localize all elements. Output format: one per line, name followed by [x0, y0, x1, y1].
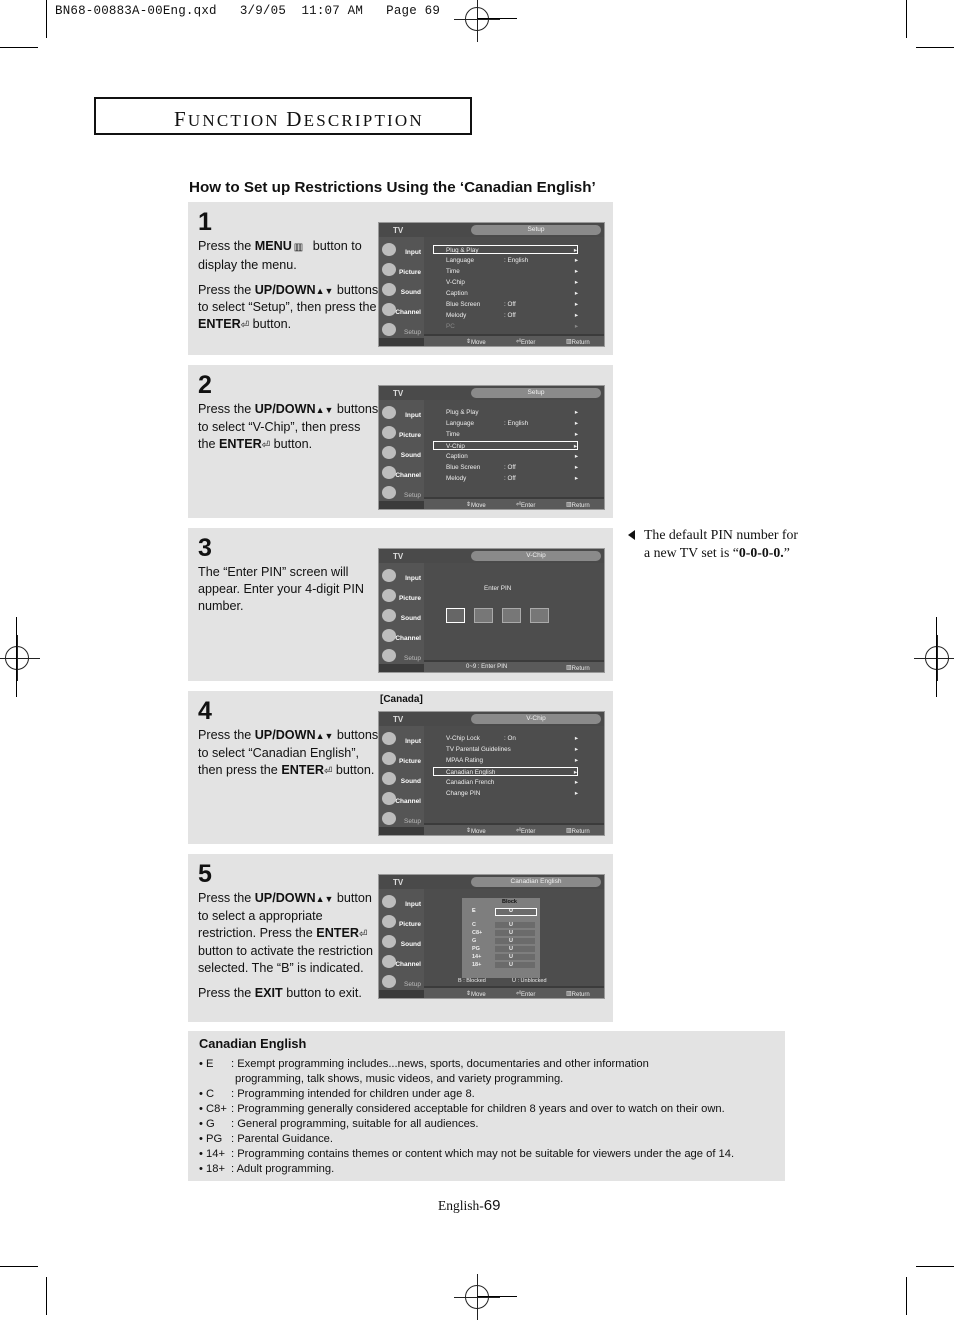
- picture-icon: [382, 263, 396, 276]
- crop-mark: [0, 47, 38, 48]
- pin-digit-box: [446, 608, 465, 623]
- picture-icon: [382, 589, 396, 602]
- step-3-panel: [188, 528, 613, 681]
- step-number: 3: [198, 534, 212, 562]
- input-icon: [382, 406, 396, 419]
- definitions-title: Canadian English: [199, 1036, 307, 1051]
- up-down-arrows-icon: ▲▼: [315, 731, 334, 741]
- step-5-text: Press the UP/DOWN▲▼ button to select a appropriate restriction. Press the ENTER⏎ button to activate the restriction selected. The “B” is indicated. Press the EXIT button to exit.: [198, 891, 374, 1000]
- setup-icon: [382, 486, 396, 499]
- tv-menu-screen-vchip-select: TV Setup Input Picture Sound Channel Setup Plug & Play ▸ Language : English ▸ Time ▸ V-Chip ▸ Caption ▸ Blue Screen : Off ▸ Melody : Off ▸ ⇕ Move ⏎ Enter ▥ Return: [378, 385, 605, 510]
- crop-mark: [46, 0, 47, 38]
- step-5-panel: [188, 854, 613, 1022]
- pin-digit-box: [502, 608, 521, 623]
- picture-icon: [382, 915, 396, 928]
- enter-icon: ⏎: [324, 765, 333, 777]
- crop-mark: [906, 0, 907, 38]
- input-icon: [382, 569, 396, 582]
- step-number: 4: [198, 697, 212, 725]
- registration-mark-icon: [465, 1285, 489, 1309]
- crop-mark: [46, 1277, 47, 1315]
- step-number: 2: [198, 371, 212, 399]
- print-header: BN68-00883A-00Eng.qxd 3/9/05 11:07 AM Page 69: [55, 4, 441, 18]
- tv-enter-pin-screen: TV V-Chip Input Picture Sound Channel Setup Enter PIN 0~9 : Enter PIN ▥ Return: [378, 548, 605, 673]
- channel-icon: [382, 792, 396, 805]
- crop-mark: [16, 617, 17, 697]
- enter-icon: ⏎: [240, 320, 250, 332]
- pin-digit-box: [474, 608, 493, 623]
- channel-icon: [382, 466, 396, 479]
- canadian-english-definitions: Canadian English • E : Exempt programming includes...news, sports, documentaries and other information programming, talk shows, music videos, and variety programming. • C : Programming intended for children under age 8. • C8+ : Programming generally considered acceptable for children 8 years and over to watch on their own. • G : General programming, suitable for all audiences. • PG : Parental Guidance. • 14+ : Programming contains themes or content which may not be suitable for viewers under the age of 14. • 18+ : Adult programming.: [188, 1031, 785, 1181]
- section-title-box: [94, 97, 472, 135]
- rating-block-table: Block E U C U C8+ U G U PG U 14+ U 18+ U: [462, 898, 540, 978]
- canada-label: [Canada]: [380, 694, 423, 705]
- page-number: 69: [483, 1197, 501, 1214]
- crop-mark: [477, 1296, 517, 1297]
- page-footer: English-69: [438, 1197, 501, 1214]
- enter-icon: ⏎: [261, 439, 271, 451]
- pin-digit-box: [530, 608, 549, 623]
- crop-mark: [936, 617, 937, 697]
- picture-icon: [382, 752, 396, 765]
- sound-icon: [382, 446, 396, 459]
- setup-icon: [382, 812, 396, 825]
- crop-mark: [0, 1266, 38, 1267]
- section-title: FUNCTION DESCRIPTION: [174, 107, 424, 131]
- step-3-text: The “Enter PIN” screen will appear. Enter your 4-digit PIN number.: [198, 565, 364, 613]
- up-down-arrows-icon: ▲▼: [315, 405, 334, 415]
- input-icon: [382, 895, 396, 908]
- channel-icon: [382, 955, 396, 968]
- registration-mark-icon: [925, 646, 949, 670]
- sound-icon: [382, 772, 396, 785]
- registration-mark-icon: [465, 7, 489, 31]
- tv-menu-screen-setup: TV Setup Input Picture Sound Channel Setup Plug & Play ▸ Language : English ▸ Time ▸ V-Chip ▸ Caption ▸ Blue Screen : Off ▸ Melody : Off ▸ PC ▸ ⇕ Move ⏎ Enter ▥ Return: [378, 222, 605, 347]
- up-down-arrows-icon: ▲▼: [315, 285, 334, 296]
- step-4-panel: [188, 691, 613, 844]
- channel-icon: [382, 303, 396, 316]
- tv-vchip-menu-screen: TV V-Chip Input Picture Sound Channel Setup V-Chip Lock : On ▸ TV Parental Guidelines ▸ MPAA Rating ▸ Canadian English ▸ Canadian French ▸ Change PIN ▸ ⇕ Move ⏎ Enter ▥ Return: [378, 711, 605, 836]
- picture-icon: [382, 426, 396, 439]
- sound-icon: [382, 609, 396, 622]
- step-4-text: Press the UP/DOWN▲▼ buttons to select “Canadian English”, then press the ENTER⏎ button.: [198, 728, 379, 777]
- pointer-triangle-icon: [628, 530, 635, 540]
- crop-mark: [477, 18, 517, 19]
- step-2-text: Press the UP/DOWN▲▼ buttons to select “V-Chip”, then press the ENTER⏎ button.: [198, 402, 379, 451]
- sound-icon: [382, 283, 396, 296]
- step-2-panel: [188, 365, 613, 518]
- step-1-text: Press the MENU ▥ button to display the menu. Press the UP/DOWN▲▼ buttons to select “Setup”, then press the ENTER⏎ button.: [198, 239, 379, 332]
- page-heading: How to Set up Restrictions Using the ‘Canadian English’: [189, 179, 596, 196]
- menu-icon: ▥: [293, 242, 304, 253]
- sound-icon: [382, 935, 396, 948]
- setup-icon: [382, 323, 396, 336]
- crop-mark: [906, 1277, 907, 1315]
- setup-icon: [382, 649, 396, 662]
- input-icon: [382, 732, 396, 745]
- enter-icon: ⏎: [358, 928, 368, 940]
- step-1-panel: [188, 202, 613, 355]
- up-down-arrows-icon: ▲▼: [315, 894, 334, 904]
- step-number: 1: [198, 208, 212, 236]
- tv-canadian-english-screen: TV Canadian English Input Picture Sound Channel Setup Block E U C U C8+ U G U PG U 14+ U 18+ U B : Blocked U : Unblocked ⇕ Move ⏎ Enter ▥ Return: [378, 874, 605, 999]
- registration-mark-icon: [5, 646, 29, 670]
- crop-mark: [916, 1266, 954, 1267]
- step-number: 5: [198, 860, 212, 888]
- input-icon: [382, 243, 396, 256]
- channel-icon: [382, 629, 396, 642]
- crop-mark: [916, 47, 954, 48]
- setup-icon: [382, 975, 396, 988]
